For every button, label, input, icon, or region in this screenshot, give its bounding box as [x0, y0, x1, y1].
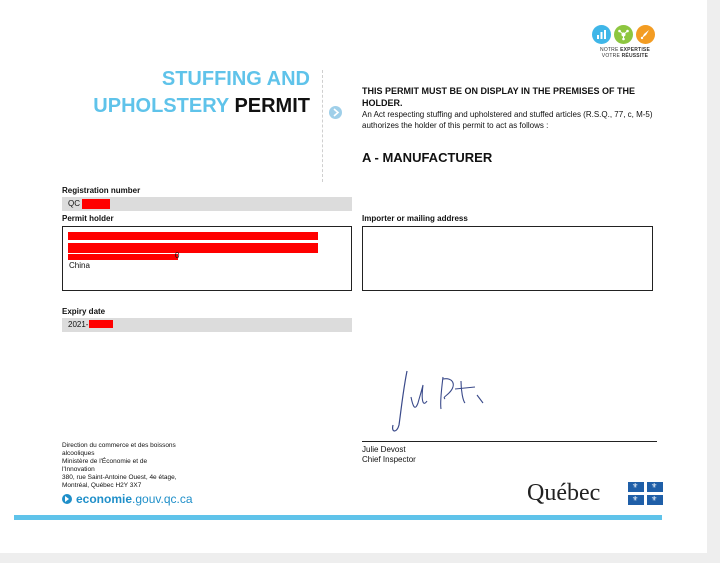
- issuing-office-address: Direction du commerce et des boissons alcooliques Ministère de l'Économie et de l'Innovation 380, rue Saint-Antoine Ouest, 4e étage, Montréal, Québec H2Y 3X7: [62, 442, 177, 489]
- viewer-edge: [0, 553, 720, 563]
- viewer-edge: [707, 0, 720, 563]
- ministry-website: economie.gouv.qc.ca: [62, 492, 193, 506]
- holder-label: Permit holder: [62, 214, 114, 223]
- badge-tagline: NOTRE EXPERTISE VOTRE RÉUSSITE: [600, 47, 650, 59]
- expertise-badges: [590, 25, 660, 65]
- permit-title: [65, 66, 310, 120]
- signer-name: Julie Devost: [362, 445, 406, 454]
- title-line-2-blue: UPHOLSTERY: [93, 95, 229, 117]
- display-notice-body: An Act respecting stuffing and upholstered and stuffed articles (R.S.Q., 77, c, M-5) authorizes the holder of this permit to act as follows :: [362, 110, 653, 130]
- header-divider: [322, 70, 323, 182]
- title-line-2-dark: PERMIT: [234, 95, 310, 117]
- permit-category: A - MANUFACTURER: [362, 150, 493, 165]
- display-notice-title: THIS PERMIT MUST BE ON DISPLAY IN THE PREMISES OF THE HOLDER.: [362, 86, 636, 108]
- redaction-mark: [68, 243, 318, 253]
- registration-label: Registration number: [62, 186, 141, 195]
- redaction-mark: [82, 199, 110, 209]
- chart-icon: [592, 25, 611, 44]
- holder-country: China: [69, 261, 90, 270]
- quebec-flag-icon: ⚜ ⚜ ⚜ ⚜: [628, 482, 663, 505]
- redaction-mark: [89, 320, 113, 328]
- quebec-wordmark: Québec: [527, 480, 601, 506]
- redaction-mark: [68, 232, 318, 240]
- network-icon: [614, 25, 633, 44]
- importer-label: Importer or mailing address: [362, 214, 468, 223]
- expiry-label: Expiry date: [62, 307, 106, 316]
- signature-image: [385, 363, 495, 438]
- signer-title: Chief Inspector: [362, 455, 416, 464]
- footer-accent-bar: [14, 515, 662, 520]
- arrow-circle-icon: [62, 494, 72, 504]
- rocket-icon: [636, 25, 655, 44]
- registration-value: QC: [68, 199, 80, 208]
- signature-line: [362, 441, 657, 442]
- chevron-right-icon: [329, 106, 342, 119]
- title-line-1: STUFFING AND: [161, 68, 310, 90]
- expiry-value: 2021-: [68, 320, 89, 329]
- importer-box: [362, 226, 653, 291]
- holder-box: [62, 226, 352, 291]
- redaction-mark: [68, 254, 178, 260]
- signer-block: [362, 445, 416, 465]
- holder-address-tail: 0: [175, 251, 180, 260]
